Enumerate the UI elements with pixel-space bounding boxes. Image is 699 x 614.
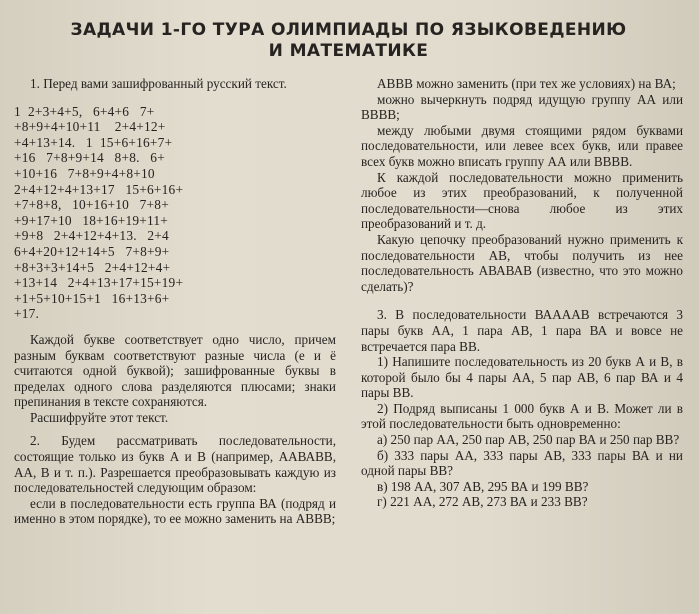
option-g: г) 221 АА, 272 АВ, 273 ВА и 233 ВВ? — [377, 494, 588, 510]
cipher-line: +4+13+14. 1 15+6+16+7+ — [14, 134, 173, 150]
cipher-block — [14, 104, 336, 322]
text-columns — [14, 76, 683, 527]
problem-2-note: К каждой последовательности можно применить любое из этих преобразований, к полученной последовательности—снова любое из этих преобразований и т. д. — [361, 169, 683, 232]
problem-1-task: Расшифруйте этот текст. — [30, 409, 169, 425]
cipher-line: +9+8 2+4+12+4+13. 2+4 — [14, 228, 169, 244]
cipher-line: +17. — [14, 306, 40, 322]
problem-1-rules: Каждой букве соответствует одно число, причем разным буквам соответствуют разные числа (е и ё считаются одной буквой); зашифрованные буквы в пределах одного слова разделяются плюсами; знаки препинания в тексте сохраняются. — [14, 331, 336, 410]
title-line-2: И МАТЕМАТИКЕ — [268, 41, 429, 61]
cipher-line: +1+5+10+15+1 16+13+6+ — [14, 290, 170, 306]
cipher-line: +9+17+10 18+16+19+11+ — [14, 212, 169, 228]
problem-3-question-1: 1) Напишите последовательность из 20 букв А и В, в которой было бы 4 пары АА, 5 пар АВ, 6 пар ВА и 4 пары ВВ. — [361, 354, 683, 401]
cipher-line: +16 7+8+9+14 8+8. 6+ — [14, 150, 165, 166]
problem-2-rule-3: можно вычеркнуть подряд идущую группу АА или ВВВВ; — [361, 91, 683, 123]
problem-3-question-2: 2) Подряд выписаны 1 000 букв А и В. Может ли в этой последовательности быть одновременно: — [361, 400, 683, 432]
cipher-line: 1 2+3+4+5, 6+4+6 7+ — [14, 103, 155, 119]
problem-2-intro: 2. Будем рассматривать последовательности, состоящие только из букв А и В (например, ААВАВВ, АА, В и т. п.). Разрешается преобразовывать каждую из последовательностей следующим образом: — [14, 433, 336, 496]
cipher-line: 6+4+20+12+14+5 7+8+9+ — [14, 243, 170, 259]
problem-2-rule-2: АВВВ можно заменить (при тех же условиях) на ВА; — [377, 76, 676, 91]
cipher-line: +13+14 2+4+13+17+15+19+ — [14, 275, 184, 291]
cipher-line: +8+9+4+10+11 2+4+12+ — [14, 119, 166, 135]
cipher-line: +8+3+3+14+5 2+4+12+4+ — [14, 259, 171, 275]
cipher-line: +10+16 7+8+9+4+8+10 — [14, 165, 155, 181]
cipher-line: +7+8+8, 10+16+10 7+8+ — [14, 197, 169, 213]
problem-2-rule-1: если в последовательности есть группа ВА (подряд и именно в этом порядке), то ее можно заменить на АВВВ; — [14, 495, 336, 527]
title-line-1: ЗАДАЧИ 1-ГО ТУРА ОЛИМПИАДЫ ПО ЯЗЫКОВЕДЕНИЮ — [70, 20, 627, 40]
option-a: а) 250 пар АА, 250 пар АВ, 250 пар ВА и 250 пар ВВ? — [377, 432, 680, 448]
option-b: б) 333 пары АА, 333 пары АВ, 333 пары ВА и ни одной пары ВВ? — [361, 447, 683, 479]
right-column — [361, 76, 683, 527]
problem-2-question: Какую цепочку преобразований нужно применить к последовательности АВ, чтобы получить из нее последовательность АВАВАВ (известно, что это можно сделать)? — [361, 231, 683, 294]
problem-3-intro: 3. В последовательности ВАААAВ встречаются 3 пары букв АА, 1 пара АВ, 1 пара ВА и вовсе не встречается пара ВВ. — [361, 307, 683, 354]
problem-1-intro: 1. Перед вами зашифрованный русский текст. — [30, 76, 287, 91]
problem-2-rule-4: между любыми двумя стоящими рядом буквами последовательности, или левее всех букв, или правее всех букв можно вписать группу АА или ВВВВ. — [361, 122, 683, 169]
page-title — [14, 20, 683, 62]
left-column — [14, 76, 336, 527]
option-v: в) 198 АА, 307 АВ, 295 ВА и 199 ВВ? — [377, 478, 589, 494]
cipher-line: 2+4+12+4+13+17 15+6+16+ — [14, 181, 184, 197]
